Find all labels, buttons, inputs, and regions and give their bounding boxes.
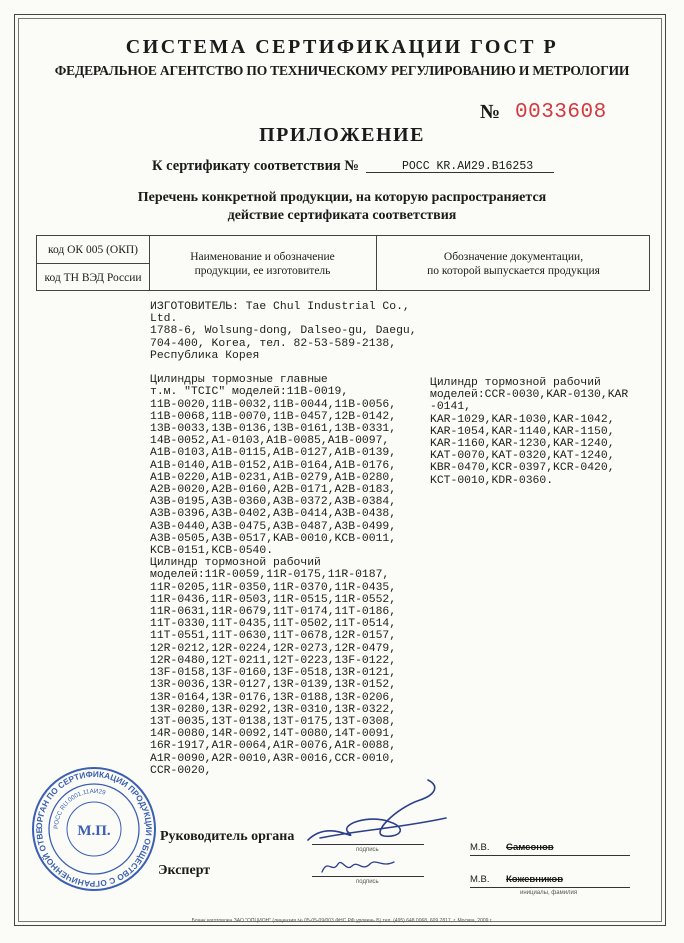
expert-name-line: [470, 887, 630, 888]
head-initials: М.В.: [470, 842, 490, 853]
system-title: СИСТЕМА СЕРТИФИКАЦИИ ГОСТ Р: [125, 36, 559, 58]
stamp-seal: [30, 765, 158, 893]
product-line: 11B-0068,11B-0070,11B-0457,12B-0142,: [150, 410, 397, 423]
certificate-number: РОСС KR.АИ29.В16253: [402, 160, 534, 173]
stamp-outer-text: ОРГАН ПО СЕРТИФИКАЦИИ ПРОДУКЦИИ ОБЩЕСТВО С ОГРАНИЧЕННОЙ ОТВЕ: [33, 768, 155, 890]
documentation-header-line-2: по которой выпускается продукция: [427, 265, 600, 277]
product-line: 11T-0330,11T-0435,11T-0502,11T-0514,: [150, 618, 397, 631]
okp-code-header: код ОК 005 (ОКП): [47, 244, 139, 256]
product-line: KAR-1029,KAR-1030,KAR-1042,: [430, 413, 615, 426]
product-line: 11R-0631,11R-0679,11T-0174,11T-0186,: [150, 606, 397, 619]
products-right-column: [430, 377, 628, 487]
product-line: 12R-0480,12T-0211,12T-0223,13F-0122,: [150, 654, 397, 667]
product-line: Ltd.: [150, 313, 178, 326]
product-line: Цилиндр тормозной рабочий: [150, 557, 321, 570]
table-divider: [37, 263, 149, 264]
product-line: [150, 362, 417, 374]
documentation-header: [376, 250, 651, 278]
product-line: 12R-0212,12R-0224,12R-0273,12R-0479,: [150, 642, 397, 655]
product-line: A3B-0440,A3B-0475,A3B-0487,A3B-0499,: [150, 520, 397, 533]
initials-caption: инициалы, фамилия: [520, 890, 578, 896]
product-line: 13T-0035,13T-0138,13T-0175,13T-0308,: [150, 715, 397, 728]
product-line: KAR-1160,KAR-1230,KAR-1240,: [430, 438, 615, 451]
number-label: №: [480, 101, 501, 123]
tnved-code-header: код ТН ВЭД России: [44, 272, 142, 284]
stamp-inner-text: РОСС RU.0001.11АИ29: [52, 787, 107, 830]
product-line: 11T-0551,11T-0630,11T-0678,12R-0157,: [150, 630, 397, 643]
product-line: 11R-0205,11R-0350,11R-0370,11R-0435,: [150, 581, 397, 594]
product-line: 14R-0080,14R-0092,14T-0080,14T-0091,: [150, 728, 397, 741]
product-line: 13B-0033,13B-0136,13B-0161,13B-0331,: [150, 423, 397, 436]
products-left-column: [150, 301, 417, 777]
expert-signature-scribble: [318, 852, 398, 878]
product-line: т.м. "TCIC" моделей:11B-0019,: [150, 386, 349, 399]
product-line: 16R-1917,A1R-0064,A1R-0076,A1R-0088,: [150, 740, 397, 753]
product-line: 704-400, Korea, тел. 82-53-589-2138,: [150, 337, 397, 350]
product-line: A3B-0505,A3B-0517,KAB-0010,KCB-0011,: [150, 532, 397, 545]
product-line: моделей:11R-0059,11R-0175,11R-0187,: [150, 569, 390, 582]
list-heading: [0, 189, 684, 225]
head-signature-scribble: [300, 778, 450, 853]
list-heading-line-1: Перечень конкретной продукции, на которую распространяется: [137, 190, 547, 205]
product-name-header: [149, 250, 376, 278]
expert-signature: [318, 852, 398, 883]
certificate-label: К сертификату соответствия №: [152, 158, 359, 174]
product-line: KCB-0151,KCB-0540.: [150, 545, 274, 558]
table-header: [36, 235, 650, 291]
head-signature: [300, 778, 450, 858]
head-podpis-caption: подпись: [356, 847, 379, 853]
form-footer: Бланк изготовлен ЗАО "ОПЦИОН" (лицензия № 05-05-09/003 ФНС РФ уровень Б) тел. (495) 648 0068, 609 7817, г. Москва, 2009 г.: [191, 918, 493, 924]
product-line: 13R-0280,13R-0292,13R-0310,13R-0322,: [150, 703, 397, 716]
official-stamp: [30, 765, 158, 898]
product-line: 11R-0436,11R-0503,11R-0515,11R-0552,: [150, 593, 397, 606]
product-line: A1B-0220,A1B-0231,A1B-0279,A1B-0280,: [150, 471, 397, 484]
list-heading-line-2: действие сертификата соответствия: [227, 208, 457, 223]
product-line: 1788-6, Wolsung-dong, Dalseo-gu, Daegu,: [150, 325, 417, 338]
page-title: ПРИЛОЖЕНИЕ: [259, 124, 425, 146]
product-line: A3B-0396,A3B-0402,A3B-0414,A3B-0438,: [150, 508, 397, 521]
product-line: A1B-0140,A1B-0152,A1B-0164,A1B-0176,: [150, 459, 397, 472]
expert-label: Эксперт: [158, 863, 211, 878]
form-number: 0033608: [515, 101, 607, 124]
expert-name: Кожевников: [506, 874, 564, 885]
product-name-header-line-1: Наименование и обозначение: [190, 251, 335, 263]
product-line: Цилиндры тормозные главные: [150, 374, 328, 387]
stamp-center-text: М.П.: [77, 823, 111, 839]
head-label: Руководитель органа: [160, 829, 295, 844]
product-line: KAR-1054,KAR-1140,KAR-1150,: [430, 425, 615, 438]
product-line: Республика Корея: [150, 349, 260, 362]
documentation-header-line-1: Обозначение документации,: [443, 251, 584, 263]
product-line: 13R-0036,13R-0127,13R-0139,13R-0152,: [150, 679, 397, 692]
product-name-header-line-2: продукции, ее изготовитель: [194, 265, 331, 277]
product-line: моделей:CCR-0030,KAR-0130,KAR: [430, 389, 629, 402]
head-name: Самсонов: [506, 842, 554, 853]
product-line: A2B-0020,A2B-0160,A2B-0171,A2B-0183,: [150, 484, 397, 497]
product-line: A3B-0195,A3B-0360,A3B-0372,A3B-0384,: [150, 496, 397, 509]
product-line: -0141,: [430, 401, 472, 414]
expert-initials: М.В.: [470, 874, 490, 885]
product-line: ИЗГОТОВИТЕЛЬ: Tae Chul Industrial Co.,: [150, 301, 410, 313]
product-line: KCT-0010,KDR-0360.: [430, 474, 554, 487]
product-line: A1R-0090,A2R-0010,A3R-0016,CCR-0010,: [150, 752, 397, 765]
agency-title: ФЕДЕРАЛЬНОЕ АГЕНТСТВО ПО ТЕХНИЧЕСКОМУ РЕГУЛИРОВАНИЮ И МЕТРОЛОГИИ: [54, 63, 630, 78]
product-line: A1B-0103,A1B-0115,A1B-0127,A1B-0139,: [150, 447, 397, 460]
product-line: 13R-0164,13R-0176,13R-0188,13R-0206,: [150, 691, 397, 704]
product-line: CCR-0020,: [150, 764, 212, 777]
product-line: KBR-0470,KCR-0397,KCR-0420,: [430, 462, 615, 475]
expert-podpis-caption: подпись: [356, 879, 379, 885]
product-line: 11B-0020,11B-0032,11B-0044,11B-0056,: [150, 398, 397, 411]
product-line: KAT-0070,KAT-0320,KAT-1240,: [430, 450, 615, 463]
product-line: 14B-0052,A1-0103,A1B-0085,A1B-0097,: [150, 435, 390, 448]
product-line: 13F-0158,13F-0160,13F-0518,13R-0121,: [150, 667, 397, 680]
head-name-line: [470, 855, 630, 856]
product-line: Цилиндр тормозной рабочий: [430, 377, 601, 389]
